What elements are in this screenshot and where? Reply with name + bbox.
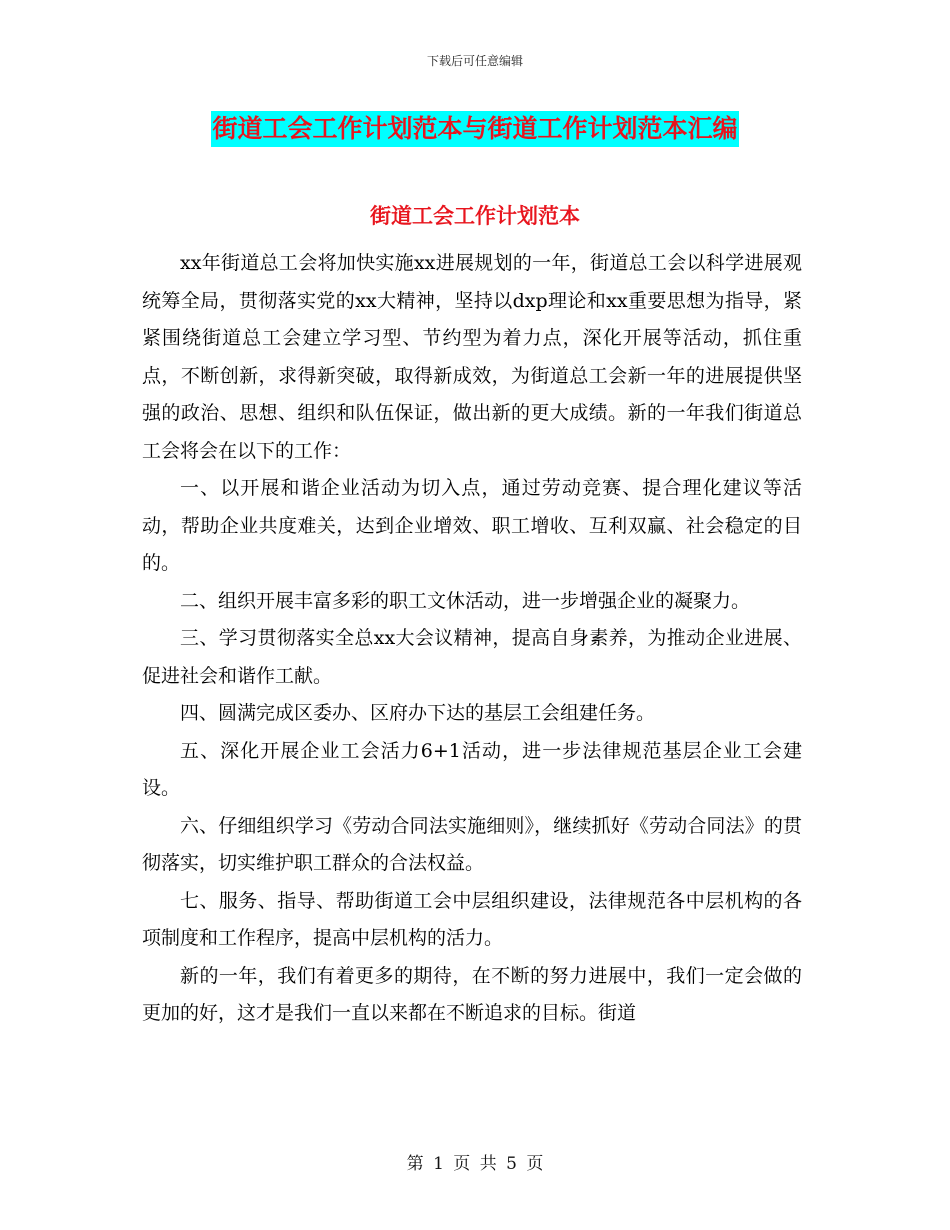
paragraph-intro: xx年街道总工会将加快实施xx进展规划的一年，街道总工会以科学进展观统筹全局，贯彻落实党的xx大精神，坚持以dxp理论和xx重要思想为指导，紧紧围绕街道总工会建立学习型、节约型为着力点，深化开展等活动，抓住重点，不断创新，求得新突破，取得新成效，为街道总工会新一年的进展提供坚强的政治、思想、组织和队伍保证，做出新的更大成绩。新的一年我们街道总工会将会在以下的工作：	[142, 252, 802, 462]
paragraph-item-1: 一、以开展和谐企业活动为切入点，通过劳动竞赛、提合理化建议等活动，帮助企业共度难关，达到企业增效、职工增收、互利双赢、社会稳定的目的。	[142, 477, 802, 574]
paragraph-item-2: 二、组织开展丰富多彩的职工文休活动，进一步增强企业的凝聚力。	[180, 589, 751, 612]
paragraph-item-5: 五、深化开展企业工会活力6+1活动，进一步法律规范基层企业工会建设。	[142, 739, 802, 799]
paragraph-item-3: 三、学习贯彻落实全总xx大会议精神，提高自身素养，为推动企业进展、促进社会和谐作工献。	[142, 627, 802, 687]
section-title: 街道工会工作计划范本	[370, 203, 580, 228]
paragraph-item-6: 六、仔细组织学习《劳动合同法实施细则》，继续抓好《劳动合同法》的贯彻落实，切实维护职工群众的合法权益。	[142, 814, 802, 874]
main-title-container	[0, 111, 950, 147]
paragraph-closing: 新的一年，我们有着更多的期待，在不断的努力进展中，我们一定会做的更加的好，这才是我们一直以来都在不断追求的目标。街道	[142, 964, 802, 1024]
paragraph-item-4: 四、圆满完成区委办、区府办下达的基层工会组建任务。	[180, 702, 656, 724]
main-title: 街道工会工作计划范本与街道工作计划范本汇编	[211, 111, 738, 147]
header-note: 下载后可任意编辑	[426, 54, 523, 68]
page-footer: 第 1 页 共 5 页	[406, 1154, 544, 1174]
body-text	[142, 245, 802, 1033]
paragraph-item-7: 七、服务、指导、帮助街道工会中层组织建设，法律规范各中层机构的各项制度和工作程序，提高中层机构的活力。	[142, 889, 802, 949]
